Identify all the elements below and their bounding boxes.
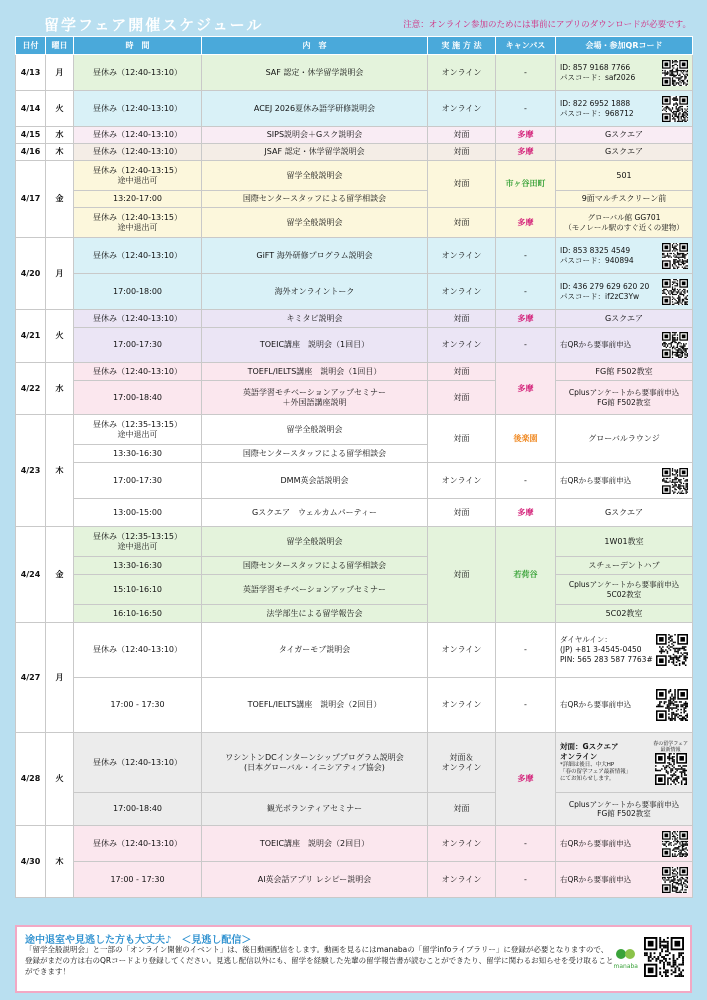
time-cell: 昼休み（12:40-13:10） [74,826,202,862]
venue-text: 右QRから要事前申込 [560,340,632,350]
table-row [16,575,693,605]
content-cell: ACEJ 2026夏休み語学研修説明会 [202,91,428,127]
date-cell: 4/30 [16,826,46,898]
table-header-row [16,37,693,55]
campus-cell: - [496,463,556,499]
page-title: 留学フェア開催スケジュール [44,16,264,34]
table-row [16,499,693,527]
method-cell: 対面 [428,127,496,144]
time-cell: 13:00-15:00 [74,499,202,527]
table-row [16,381,693,415]
time-cell: 昼休み（12:40-13:15） 途中退出可 [74,208,202,238]
venue-cell: 5C02教室 [556,605,693,623]
venue-cell: Cplusアンケートから要事前申込 FG館 F502教室 [556,793,693,826]
venue-cell: Cplusアンケートから要事前申込 FG館 F502教室 [556,381,693,415]
venue-cell: Gスクエア [556,127,693,144]
dow-cell: 月 [46,55,74,91]
qr-code-icon[interactable] [662,831,688,857]
campus-cell: 多摩 [496,208,556,238]
table-row [16,557,693,575]
dow-cell: 火 [46,91,74,127]
venue-cell: 1W01教室 [556,527,693,557]
table-row [16,55,693,91]
method-cell: オンライン [428,862,496,898]
content-cell: TOEFL/IELTS講座 説明会（1回目） [202,363,428,381]
content-cell: キミタビ説明会 [202,310,428,328]
dow-cell: 木 [46,415,74,527]
venue-cell: グローバルラウンジ [556,415,693,463]
content-cell: SIPS説明会＋Gスク説明会 [202,127,428,144]
qr-code-icon[interactable] [662,96,688,122]
time-cell: 17:00-17:30 [74,463,202,499]
dow-cell: 月 [46,623,74,733]
venue-cell [556,862,693,898]
campus-cell: 多摩 [496,363,556,415]
content-cell: TOEFL/IELTS講座 説明会（2回目） [202,678,428,733]
campus-cell: 多摩 [496,499,556,527]
content-cell: Gスクエア ウェルカムパーティー [202,499,428,527]
qr-label: 春の留学フェア 最新情報 [653,740,688,753]
method-cell: 対面 [428,381,496,415]
dow-cell: 金 [46,161,74,238]
time-cell: 17:00 - 17:30 [74,862,202,898]
qr-code-icon[interactable] [656,689,688,721]
venue-cell: グローバル館 GG701 （モノレール駅のすぐ近くの建物） [556,208,693,238]
method-cell: オンライン [428,678,496,733]
method-cell: 対面 [428,499,496,527]
dow-cell: 月 [46,238,74,310]
content-cell: 英語学習モチベーションアップセミナー [202,575,428,605]
method-cell: オンライン [428,91,496,127]
dow-cell: 火 [46,733,74,826]
campus-cell: - [496,678,556,733]
venue-cell [556,274,693,310]
replay-text: 「留学全般説明会」と一部の「オンライン開催のイベント」は、後日動画配信をします。動画を見るにはmanabaの「留学infoライブラリー」に登録が必要となりますので、登録がまだの方は右のQRコードより登録してください。見逃し配信以外にも、留学を経験した先輩の留学報告書が読むことができたり、留学に関わるお知らせを受け取ることができます！ [25,945,614,976]
col-venue: 会場・参加QRコード [556,37,693,55]
qr-code-icon[interactable] [662,60,688,86]
dow-cell: 水 [46,127,74,144]
time-cell: 15:10-16:10 [74,575,202,605]
campus-cell: 市ヶ谷田町 [496,161,556,208]
time-cell: 17:00-17:30 [74,328,202,363]
time-cell: 昼休み（12:40-13:10） [74,733,202,793]
date-cell: 4/22 [16,363,46,415]
content-cell: AI英会話アプリ レシピー説明会 [202,862,428,898]
venue-cell [556,623,693,678]
content-cell: 留学全般説明会 [202,415,428,445]
content-cell: TOEIC講座 説明会（2回目） [202,826,428,862]
venue-cell [556,91,693,127]
time-cell: 昼休み（12:40-13:10） [74,91,202,127]
campus-cell: 多摩 [496,144,556,161]
venue-cell: 501 [556,161,693,191]
date-cell: 4/13 [16,55,46,91]
online-notice: 注意：オンライン参加のためには事前にアプリのダウンロードが必要です。 [403,20,691,30]
table-row [16,208,693,238]
qr-code-icon[interactable] [644,937,684,977]
col-dow: 曜日 [46,37,74,55]
time-cell: 昼休み（12:40-13:10） [74,310,202,328]
content-cell: 留学全般説明会 [202,208,428,238]
venue-text: ID: 853 8325 4549 パスコード：940894 [560,245,634,265]
table-row [16,527,693,557]
campus-cell: 多摩 [496,310,556,328]
time-cell: 昼休み（12:40-13:10） [74,363,202,381]
dow-cell: 火 [46,310,74,363]
venue-cell [556,733,693,793]
venue-text: ID: 857 9168 7766 パスコード：saf2026 [560,62,636,82]
venue-text: 右QRから要事前申込 [560,475,632,485]
content-cell: GiFT 海外研修プログラム説明会 [202,238,428,274]
content-cell: SAF 認定・休学留学説明会 [202,55,428,91]
date-cell: 4/21 [16,310,46,363]
col-method: 実 施 方 法 [428,37,496,55]
manaba-logo [614,947,639,970]
table-row [16,191,693,208]
content-cell: 国際センタースタッフによる留学相談会 [202,557,428,575]
campus-cell: - [496,862,556,898]
date-cell: 4/15 [16,127,46,144]
venue-text: 対面：Gスクエア オンライン [560,742,619,761]
dow-cell: 木 [46,144,74,161]
method-cell: 対面 [428,527,496,623]
venue-cell: Gスクエア [556,310,693,328]
content-cell: 留学全般説明会 [202,161,428,191]
date-cell: 4/17 [16,161,46,238]
time-cell: 13:20-17:00 [74,191,202,208]
venue-text: ID: 822 6952 1888 パスコード：968712 [560,98,634,118]
time-cell: 17:00-18:40 [74,381,202,415]
content-cell: 国際センタースタッフによる留学相談会 [202,445,428,463]
campus-cell: 後楽園 [496,415,556,463]
venue-text: 右QRから要事前申込 [560,838,632,848]
table-row [16,328,693,363]
venue-cell [556,826,693,862]
time-cell: 13:30-16:30 [74,445,202,463]
campus-cell: - [496,826,556,862]
method-cell: オンライン [428,238,496,274]
campus-cell: - [496,91,556,127]
table-row [16,91,693,127]
qr-code-icon[interactable] [662,867,688,893]
venue-cell: FG館 F502教室 [556,363,693,381]
table-row [16,144,693,161]
table-row [16,678,693,733]
method-cell: 対面＆ オンライン [428,733,496,793]
qr-code-icon[interactable] [655,753,687,785]
method-cell: オンライン [428,463,496,499]
table-row [16,310,693,328]
content-cell: 留学全般説明会 [202,527,428,557]
venue-text: 右QRから要事前申込 [560,700,632,710]
time-cell: 昼休み（12:35-13:15） 途中退出可 [74,527,202,557]
venue-cell: Gスクエア [556,499,693,527]
qr-code-icon[interactable] [662,332,688,358]
time-cell: 昼休み（12:40-13:10） [74,144,202,161]
method-cell: 対面 [428,208,496,238]
table-row [16,127,693,144]
replay-title: 途中退室や見逃した方も大丈夫♪ ＜見逃し配信＞ [25,935,252,946]
content-cell: 国際センタースタッフによる留学相談会 [202,191,428,208]
content-cell: TOEIC講座 説明会（1回目） [202,328,428,363]
date-cell: 4/16 [16,144,46,161]
method-cell: 対面 [428,144,496,161]
venue-cell [556,55,693,91]
campus-cell: - [496,238,556,274]
method-cell: 対面 [428,415,496,463]
table-row [16,363,693,381]
dow-cell: 水 [46,363,74,415]
content-cell: 海外オンライントーク [202,274,428,310]
table-row [16,161,693,191]
date-cell: 4/20 [16,238,46,310]
campus-cell: 多摩 [496,127,556,144]
time-cell: 昼休み（12:40-13:10） [74,238,202,274]
table-row [16,238,693,274]
venue-cell: 9面マルチスクリーン前 [556,191,693,208]
time-cell: 昼休み（12:40-13:10） [74,55,202,91]
campus-cell: - [496,55,556,91]
method-cell: 対面 [428,161,496,208]
col-date: 日付 [16,37,46,55]
content-cell: 観光ボランティアセミナー [202,793,428,826]
qr-code-icon[interactable] [656,634,688,666]
time-cell: 17:00-18:00 [74,274,202,310]
venue-cell: スチューデントハブ [556,557,693,575]
campus-cell: 若荷谷 [496,527,556,623]
time-cell: 17:00-18:40 [74,793,202,826]
manaba-label: manaba [613,963,638,970]
table-row [16,415,693,445]
qr-code-icon[interactable] [662,279,688,305]
method-cell: オンライン [428,55,496,91]
date-cell: 4/28 [16,733,46,826]
content-cell: 法学部生による留学報告会 [202,605,428,623]
time-cell: 昼休み（12:35-13:15） 途中退出可 [74,415,202,445]
venue-cell: Gスクエア [556,144,693,161]
method-cell: オンライン [428,623,496,678]
venue-note: *詳細は後日、中大HP 「春の留学フェア最新情報」 にてお知らせします。 [560,761,632,782]
qr-code-icon[interactable] [662,468,688,494]
method-cell: 対面 [428,363,496,381]
content-cell: 英語学習モチベーションアップセミナー ＋外国語講座説明 [202,381,428,415]
time-cell: 16:10-16:50 [74,605,202,623]
venue-cell [556,678,693,733]
time-cell: 昼休み（12:40-13:10） [74,127,202,144]
content-cell: ワシントンDCインターンシッププログラム説明会 (日本グローバル・イニシアティブ協会) [202,733,428,793]
table-row [16,862,693,898]
date-cell: 4/14 [16,91,46,127]
qr-code-icon[interactable] [662,243,688,269]
campus-cell: 多摩 [496,733,556,826]
table-row [16,623,693,678]
dow-cell: 木 [46,826,74,898]
table-row [16,826,693,862]
table-row [16,793,693,826]
schedule-table [15,36,693,898]
table-row [16,274,693,310]
method-cell: オンライン [428,826,496,862]
campus-cell: - [496,623,556,678]
date-cell: 4/27 [16,623,46,733]
method-cell: オンライン [428,328,496,363]
table-row [16,605,693,623]
table-row [16,463,693,499]
col-time: 時 間 [74,37,202,55]
col-campus: キャンパス [496,37,556,55]
content-cell: DMM英会話説明会 [202,463,428,499]
venue-cell [556,463,693,499]
method-cell: オンライン [428,274,496,310]
venue-text: ダイヤルイン： (JP) +81 3-4545-0450 PIN: 565 283 587 7763# [560,635,653,664]
time-cell: 昼休み（12:40-13:15） 途中退出可 [74,161,202,191]
venue-cell [556,238,693,274]
venue-cell [556,328,693,363]
method-cell: 対面 [428,793,496,826]
time-cell: 昼休み（12:40-13:10） [74,623,202,678]
dow-cell: 金 [46,527,74,623]
venue-cell: Cplusアンケートから要事前申込 5C02教室 [556,575,693,605]
time-cell: 17:00 - 17:30 [74,678,202,733]
table-row [16,733,693,793]
content-cell: JSAF 認定・休学留学説明会 [202,144,428,161]
venue-text: ID: 436 279 629 620 20 パスコード：if2zC3Yw [560,281,650,301]
manaba-logo-icon [615,947,637,961]
content-cell: タイガーモブ説明会 [202,623,428,678]
campus-cell: - [496,328,556,363]
method-cell: 対面 [428,310,496,328]
date-cell: 4/23 [16,415,46,527]
date-cell: 4/24 [16,527,46,623]
replay-info-box [15,925,692,993]
time-cell: 13:30-16:30 [74,557,202,575]
col-content: 内 容 [202,37,428,55]
venue-text: 右QRから要事前申込 [560,874,632,884]
campus-cell: - [496,274,556,310]
